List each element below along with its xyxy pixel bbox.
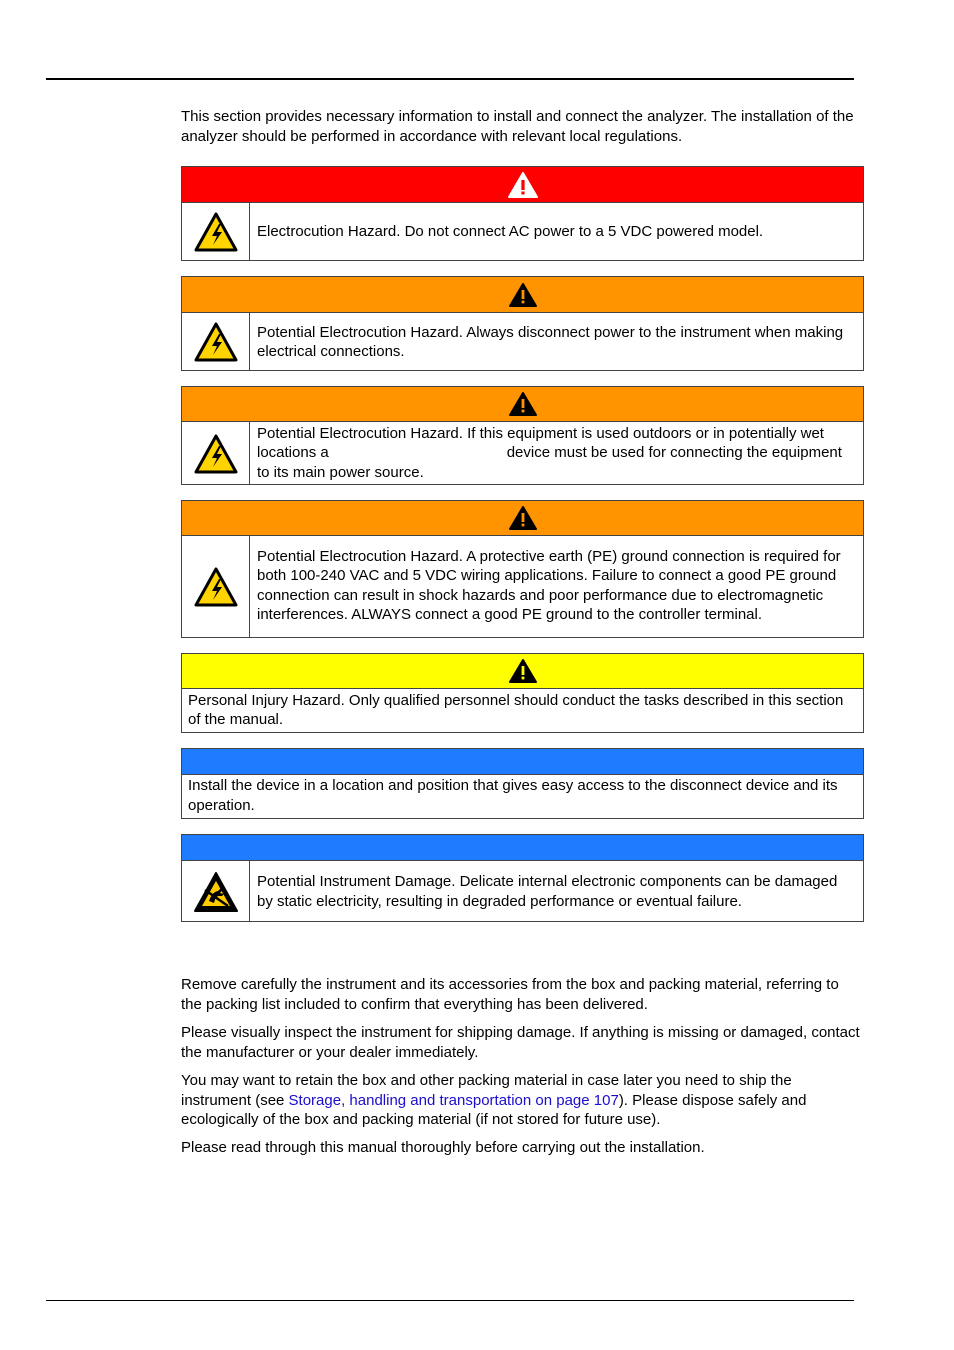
electrocution-hazard-icon [182, 203, 250, 261]
warning-triangle-icon [508, 505, 538, 531]
warning-notice-1 [181, 276, 864, 371]
warning-header [182, 277, 863, 313]
unpacking-paragraph-4: Please read through this manual thoroughly before carrying out the installation. [181, 1139, 705, 1156]
notice-header [182, 835, 863, 861]
unpacking-paragraph-3 [181, 1071, 863, 1130]
unpacking-text-before-link: You may want to retain the box and other packing material in case later you need to ship the instrument (see [181, 1072, 792, 1109]
caution-notice-text: Personal Injury Hazard. Only qualified personnel should conduct the tasks described in this section of the manual. [188, 691, 844, 728]
electrocution-hazard-icon [182, 313, 250, 371]
warning-notice-3 [181, 500, 864, 638]
danger-notice [181, 166, 864, 261]
warning-header [182, 501, 863, 536]
electrocution-hazard-icon [182, 422, 250, 485]
warning-text-part-1: Potential Electrocution Hazard. If this equipment is used outdoors or in potentially wet locations a [257, 425, 824, 462]
notice-box-1 [181, 748, 864, 819]
warning-header [182, 387, 863, 422]
warning-notice-text: Potential Electrocution Hazard. A protective earth (PE) ground connection is required for both 100-240 VAC and 5 VDC wiring applications. Failure to connect a good PE ground connection can result in shock hazards and poor performance due to electromagnetic interferences. ALWAYS connect a good PE ground to the controller terminal. [257, 547, 841, 623]
danger-header [182, 167, 863, 203]
warning-triangle-icon [508, 658, 538, 684]
warning-notice-text: Potential Electrocution Hazard. Always disconnect power to the instrument when making electrical connections. [257, 323, 844, 360]
danger-notice-text: Electrocution Hazard. Do not connect AC power to a 5 VDC powered model. [257, 223, 764, 241]
notice-header [182, 749, 863, 775]
warning-triangle-icon [508, 391, 538, 417]
header-rule [46, 78, 854, 80]
caution-header [182, 654, 863, 689]
electrocution-hazard-icon [182, 536, 250, 638]
warning-triangle-icon [508, 282, 538, 308]
warning-text-part-2: device must be used for connecting the equipment to its main power source. [257, 444, 842, 481]
intro-paragraph: This section provides necessary information to install and connect the analyzer. The installation of the analyzer should be performed in accordance with relevant local regulations. [181, 108, 854, 145]
notice-text: Install the device in a location and position that gives easy access to the disconnect device and its operation. [188, 777, 838, 814]
notice-box-2 [181, 834, 864, 922]
warning-notice-text [250, 422, 863, 485]
unpacking-paragraph-2: Please visually inspect the instrument for shipping damage. If anything is missing or damaged, contact the manufacturer or your dealer immediately. [181, 1024, 860, 1061]
warning-triangle-icon [507, 171, 539, 199]
caution-notice [181, 653, 864, 733]
footer-rule [46, 1300, 854, 1301]
electrostatic-discharge-icon [182, 861, 250, 922]
unpacking-paragraph-1: Remove carefully the instrument and its accessories from the box and packing material, referring to the packing list included to confirm that everything has been delivered. [181, 976, 839, 1013]
warning-notice-2 [181, 386, 864, 485]
storage-handling-link[interactable]: Storage, handling and transportation on page 107 [288, 1091, 619, 1109]
notice-text: Potential Instrument Damage. Delicate internal electronic components can be damaged by static electricity, resulting in degraded performance or eventual failure. [257, 873, 838, 910]
unpacking-text-after-link: ). Please dispose safely and ecologically of the box and packing material (if not stored for future use). [181, 1091, 807, 1128]
